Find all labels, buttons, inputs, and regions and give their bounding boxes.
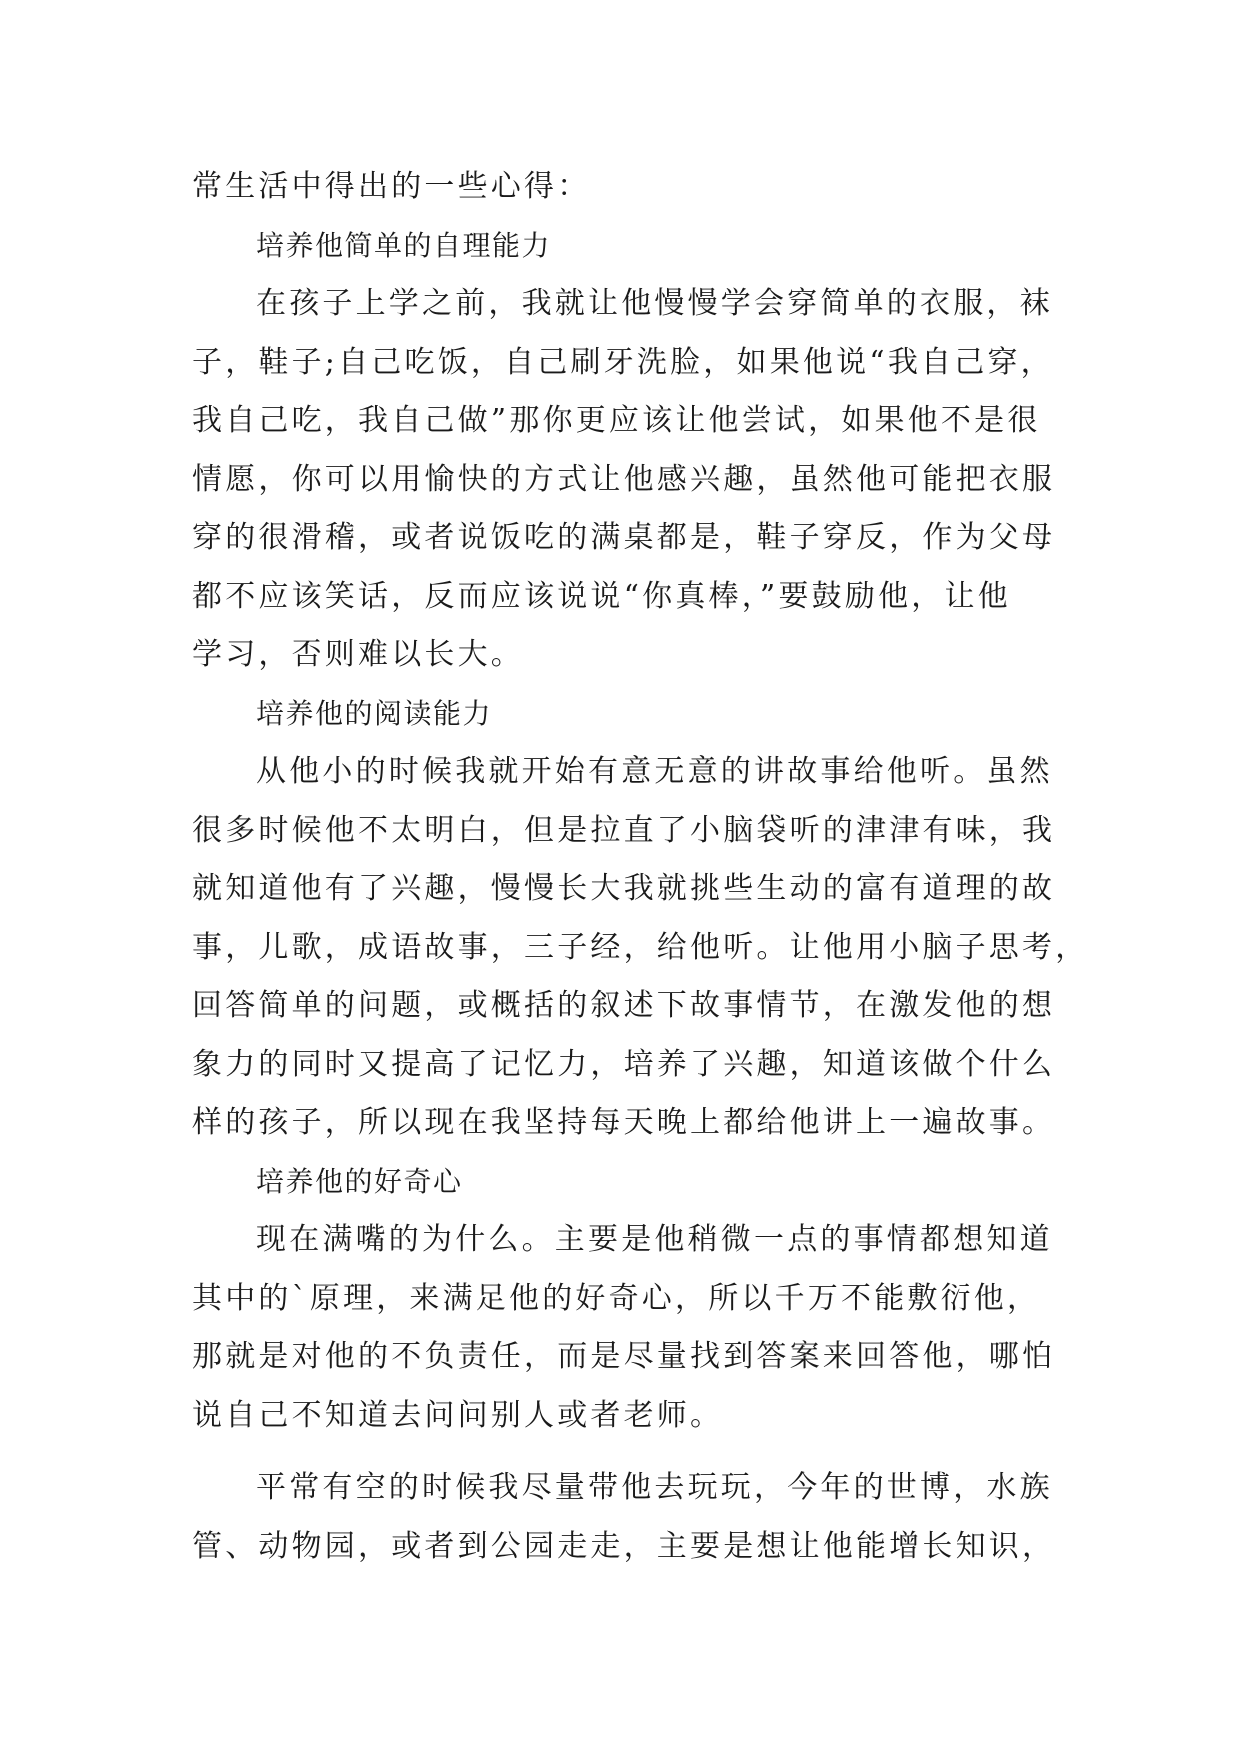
paragraph-line: 穿的很滑稽，或者说饭吃的满桌都是，鞋子穿反，作为父母 bbox=[192, 520, 1056, 555]
section-heading-reading: 培养他的阅读能力 bbox=[256, 696, 493, 730]
paragraph-line: 常生活中得出的一些心得： bbox=[192, 169, 591, 204]
paragraph-line: 子，鞋子;自己吃饭，自己刷牙洗脸，如果他说“我自己穿， bbox=[192, 344, 1054, 380]
document-body bbox=[192, 158, 1089, 1576]
paragraph-line: 很多时候他不太明白，但是拉直了小脑袋听的津津有味，我 bbox=[192, 812, 1056, 848]
paragraph-line: 情愿，你可以用愉快的方式让他感兴趣，虽然他可能把衣服 bbox=[192, 461, 1056, 497]
paragraph-spacer bbox=[192, 1445, 1062, 1459]
paragraph-line: 管、动物园，或者到公园走走，主要是想让他能增长知识， bbox=[192, 1528, 1056, 1564]
paragraph-line: 平常有空的时候我尽量带他去玩玩，今年的世博，水族 bbox=[256, 1470, 1053, 1505]
paragraph-line: 事，儿歌，成语故事，三子经，给他听。让他用小脑子思考， bbox=[192, 929, 1089, 965]
section-heading-curiosity: 培养他的好奇心 bbox=[256, 1164, 463, 1198]
paragraph-line: 我自己吃，我自己做”那你更应该让他尝试，如果他不是很 bbox=[192, 403, 1041, 438]
paragraph-line: 学习，否则难以长大。 bbox=[192, 637, 524, 672]
paragraph-line: 从他小的时候我就开始有意无意的讲故事给他听。虽然 bbox=[256, 754, 1053, 789]
paragraph-line: 都不应该笑话，反而应该说说“你真棒，”要鼓励他，让他 bbox=[192, 578, 1011, 614]
section-heading-self-care: 培养他简单的自理能力 bbox=[256, 228, 552, 262]
paragraph-line: 其中的`原理，来满足他的好奇心，所以千万不能敷衍他， bbox=[192, 1280, 1041, 1316]
paragraph-line: 样的孩子，所以现在我坚持每天晚上都给他讲上一遍故事。 bbox=[192, 1105, 1056, 1140]
paragraph-line: 象力的同时又提高了记忆力，培养了兴趣，知道该做个什么 bbox=[192, 1046, 1056, 1082]
paragraph-line: 就知道他有了兴趣，慢慢长大我就挑些生动的富有道理的故 bbox=[192, 871, 1056, 906]
paragraph-line: 那就是对他的不负责任，而是尽量找到答案来回答他，哪怕 bbox=[192, 1339, 1056, 1374]
paragraph-line: 回答简单的问题，或概括的叙述下故事情节，在激发他的想 bbox=[192, 988, 1056, 1023]
paragraph-line: 在孩子上学之前，我就让他慢慢学会穿简单的衣服，袜 bbox=[256, 286, 1053, 321]
paragraph-line: 现在满嘴的为什么。主要是他稍微一点的事情都想知道 bbox=[256, 1222, 1053, 1257]
paragraph-line: 说自己不知道去问问别人或者老师。 bbox=[192, 1397, 724, 1433]
